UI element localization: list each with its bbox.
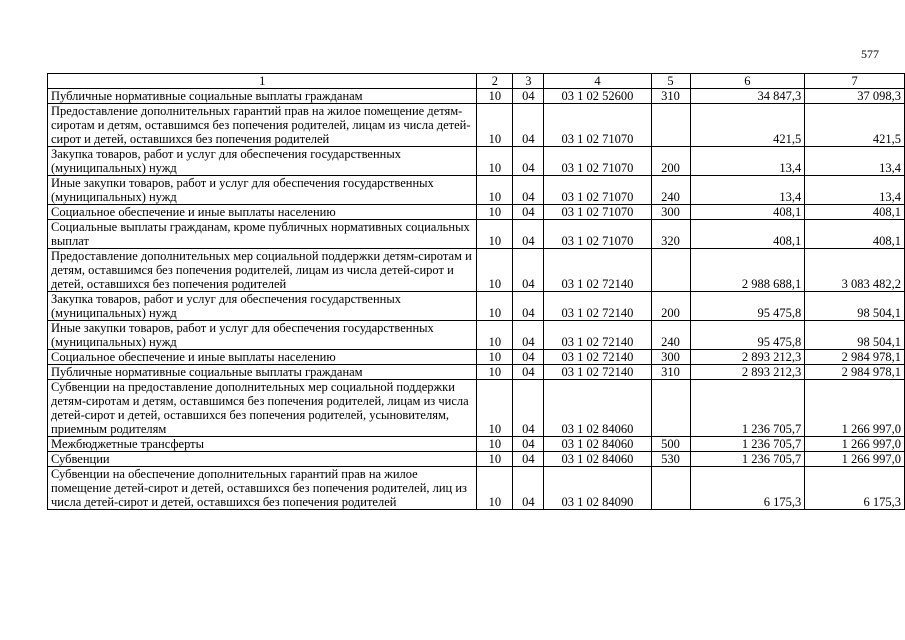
amount-year-2: 6 175,3	[805, 467, 905, 510]
row-name: Публичные нормативные социальные выплаты гражданам	[48, 89, 477, 104]
row-name: Предоставление дополнительных гарантий прав на жилое помещение детям-сиротам и детям, оставшимся без попечения родителей, лицам из числа детей-сирот и детей, оставшихся без попечения родителей	[48, 104, 477, 147]
table-row	[48, 147, 905, 176]
amount-year-1: 2 893 212,3	[690, 350, 805, 365]
section-code: 10	[477, 452, 513, 467]
page-number: 577	[861, 47, 879, 61]
target-article-code: 03 1 02 71070	[544, 147, 651, 176]
target-article-code: 03 1 02 72140	[544, 365, 651, 380]
column-header: 2	[477, 74, 513, 89]
amount-year-2: 13,4	[805, 147, 905, 176]
row-name: Социальные выплаты гражданам, кроме публичных нормативных социальных выплат	[48, 220, 477, 249]
amount-year-2: 408,1	[805, 205, 905, 220]
amount-year-1: 1 236 705,7	[690, 452, 805, 467]
expense-type-code: 300	[651, 205, 690, 220]
table-row	[48, 176, 905, 205]
expense-type-code	[651, 467, 690, 510]
target-article-code: 03 1 02 71070	[544, 205, 651, 220]
expense-type-code: 530	[651, 452, 690, 467]
row-name: Социальное обеспечение и иные выплаты населению	[48, 350, 477, 365]
row-name: Иные закупки товаров, работ и услуг для обеспечения государственных (муниципальных) нужд	[48, 176, 477, 205]
target-article-code: 03 1 02 52600	[544, 89, 651, 104]
row-name: Закупка товаров, работ и услуг для обеспечения государственных (муниципальных) нужд	[48, 292, 477, 321]
section-code: 10	[477, 467, 513, 510]
expense-type-code	[651, 104, 690, 147]
target-article-code: 03 1 02 84090	[544, 467, 651, 510]
column-header: 7	[805, 74, 905, 89]
expense-type-code: 240	[651, 176, 690, 205]
expense-type-code: 310	[651, 365, 690, 380]
subsection-code: 04	[513, 205, 544, 220]
table-row	[48, 292, 905, 321]
table-row	[48, 104, 905, 147]
subsection-code: 04	[513, 249, 544, 292]
section-code: 10	[477, 292, 513, 321]
section-code: 10	[477, 321, 513, 350]
row-name: Закупка товаров, работ и услуг для обеспечения государственных (муниципальных) нужд	[48, 147, 477, 176]
amount-year-2: 2 984 978,1	[805, 350, 905, 365]
amount-year-2: 37 098,3	[805, 89, 905, 104]
subsection-code: 04	[513, 176, 544, 205]
amount-year-1: 6 175,3	[690, 467, 805, 510]
section-code: 10	[477, 89, 513, 104]
subsection-code: 04	[513, 437, 544, 452]
table-row	[48, 205, 905, 220]
section-code: 10	[477, 437, 513, 452]
table-row	[48, 321, 905, 350]
expense-type-code: 200	[651, 292, 690, 321]
subsection-code: 04	[513, 350, 544, 365]
amount-year-1: 34 847,3	[690, 89, 805, 104]
expense-type-code: 240	[651, 321, 690, 350]
amount-year-2: 98 504,1	[805, 321, 905, 350]
target-article-code: 03 1 02 71070	[544, 104, 651, 147]
subsection-code: 04	[513, 380, 544, 437]
target-article-code: 03 1 02 72140	[544, 292, 651, 321]
subsection-code: 04	[513, 147, 544, 176]
table-row	[48, 365, 905, 380]
row-name: Предоставлениe дополнительных мер социальной поддержки детям-сиротам и детям, оставшимся без попечения родителей, лицам из числа детей-сирот и детей, оставшихся без попечения родителей	[48, 249, 477, 292]
subsection-code: 04	[513, 365, 544, 380]
table-row	[48, 437, 905, 452]
amount-year-2: 421,5	[805, 104, 905, 147]
table-row	[48, 350, 905, 365]
target-article-code: 03 1 02 71070	[544, 176, 651, 205]
table-row	[48, 89, 905, 104]
expense-type-code: 200	[651, 147, 690, 176]
row-name: Субвенции на обеспечение дополнительных гарантий прав на жилое помещение детей-сирот и детей, оставшихся без попечения родителей, лиц из числа детей-сирот и детей, оставшихся без попечения родителей	[48, 467, 477, 510]
column-header: 4	[544, 74, 651, 89]
amount-year-1: 421,5	[690, 104, 805, 147]
expense-type-code	[651, 380, 690, 437]
table-row	[48, 452, 905, 467]
row-name: Иные закупки товаров, работ и услуг для обеспечения государственных (муниципальных) нужд	[48, 321, 477, 350]
amount-year-2: 1 266 997,0	[805, 437, 905, 452]
target-article-code: 03 1 02 72140	[544, 321, 651, 350]
target-article-code: 03 1 02 72140	[544, 249, 651, 292]
subsection-code: 04	[513, 220, 544, 249]
amount-year-1: 95 475,8	[690, 292, 805, 321]
expense-type-code: 310	[651, 89, 690, 104]
section-code: 10	[477, 104, 513, 147]
amount-year-1: 2 988 688,1	[690, 249, 805, 292]
section-code: 10	[477, 220, 513, 249]
target-article-code: 03 1 02 84060	[544, 380, 651, 437]
subsection-code: 04	[513, 467, 544, 510]
amount-year-2: 3 083 482,2	[805, 249, 905, 292]
table-row	[48, 467, 905, 510]
budget-table	[47, 73, 905, 510]
amount-year-1: 408,1	[690, 205, 805, 220]
subsection-code: 04	[513, 321, 544, 350]
expense-type-code	[651, 249, 690, 292]
target-article-code: 03 1 02 71070	[544, 220, 651, 249]
column-header: 5	[651, 74, 690, 89]
amount-year-2: 1 266 997,0	[805, 380, 905, 437]
section-code: 10	[477, 249, 513, 292]
table-body	[48, 89, 905, 510]
amount-year-2: 2 984 978,1	[805, 365, 905, 380]
amount-year-2: 1 266 997,0	[805, 452, 905, 467]
section-code: 10	[477, 176, 513, 205]
target-article-code: 03 1 02 72140	[544, 350, 651, 365]
section-code: 10	[477, 380, 513, 437]
amount-year-2: 408,1	[805, 220, 905, 249]
row-name: Субвенции	[48, 452, 477, 467]
column-header: 6	[690, 74, 805, 89]
amount-year-1: 13,4	[690, 147, 805, 176]
amount-year-1: 2 893 212,3	[690, 365, 805, 380]
table-header-row	[48, 74, 905, 89]
section-code: 10	[477, 147, 513, 176]
amount-year-2: 13,4	[805, 176, 905, 205]
amount-year-2: 98 504,1	[805, 292, 905, 321]
subsection-code: 04	[513, 452, 544, 467]
expense-type-code: 300	[651, 350, 690, 365]
subsection-code: 04	[513, 104, 544, 147]
amount-year-1: 1 236 705,7	[690, 380, 805, 437]
column-header: 3	[513, 74, 544, 89]
table-row	[48, 249, 905, 292]
table-row	[48, 380, 905, 437]
section-code: 10	[477, 205, 513, 220]
amount-year-1: 95 475,8	[690, 321, 805, 350]
amount-year-1: 13,4	[690, 176, 805, 205]
amount-year-1: 408,1	[690, 220, 805, 249]
row-name: Социальное обеспечение и иные выплаты населению	[48, 205, 477, 220]
section-code: 10	[477, 350, 513, 365]
target-article-code: 03 1 02 84060	[544, 437, 651, 452]
table-row	[48, 220, 905, 249]
expense-type-code: 320	[651, 220, 690, 249]
target-article-code: 03 1 02 84060	[544, 452, 651, 467]
row-name: Межбюджетные трансферты	[48, 437, 477, 452]
amount-year-1: 1 236 705,7	[690, 437, 805, 452]
section-code: 10	[477, 365, 513, 380]
subsection-code: 04	[513, 89, 544, 104]
expense-type-code: 500	[651, 437, 690, 452]
row-name: Субвенции на предоставление дополнительных мер социальной поддержки детям-сиротам и детям, оставшимся без попечения родителей, лицам из числа детей-сирот и детей, оставшихся без попечения родителей, усыновителям, приемным родителям	[48, 380, 477, 437]
column-header: 1	[48, 74, 477, 89]
subsection-code: 04	[513, 292, 544, 321]
row-name: Публичные нормативные социальные выплаты гражданам	[48, 365, 477, 380]
